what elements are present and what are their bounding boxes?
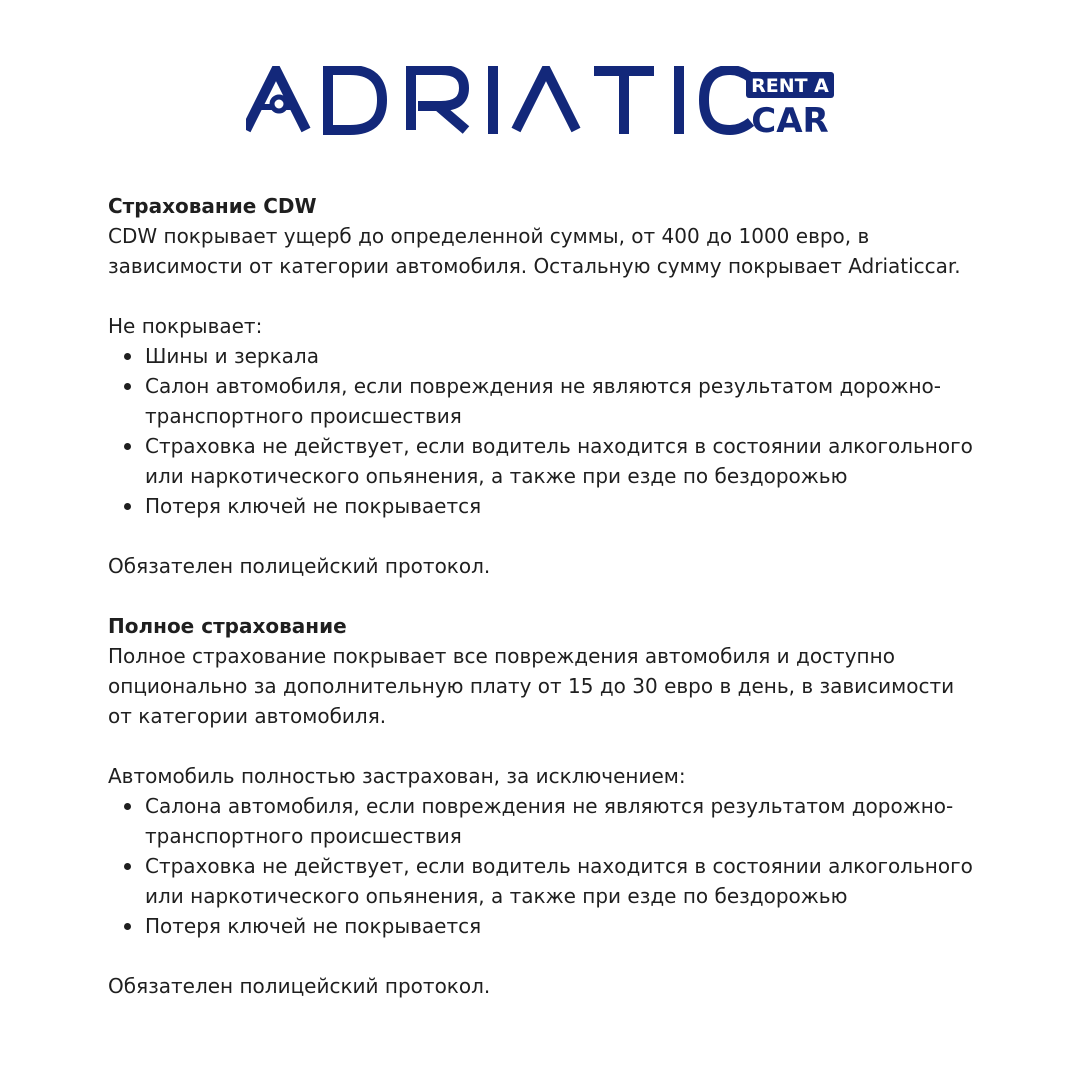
section-cdw-note: Обязателен полицейский протокол. — [108, 554, 491, 578]
section-full-desc-line: от категории автомобиля. — [108, 704, 387, 728]
list-item — [145, 371, 988, 431]
list-item — [145, 341, 988, 371]
logo-tag-rent-a: RENT A — [751, 75, 829, 97]
list-item-line: Страховка не действует, если водитель находится в состоянии алкогольного — [145, 854, 973, 878]
spacer — [108, 281, 988, 311]
spacer — [108, 731, 988, 761]
list-item-line: или наркотического опьянения, а также при езде по бездорожью — [145, 884, 848, 908]
section-full-desc-line: Полное страхование покрывает все повреждения автомобиля и доступно — [108, 644, 895, 668]
list-item-line: Страховка не действует, если водитель находится в состоянии алкогольного — [145, 434, 973, 458]
section-full-exclusions-list — [108, 791, 988, 941]
section-full-list-title: Автомобиль полностью застрахован, за исключением: — [108, 764, 686, 788]
list-item-line: Потеря ключей не покрывается — [145, 914, 482, 938]
section-cdw-title: Страхование CDW — [108, 194, 317, 218]
list-item-line: транспортного происшествия — [145, 824, 462, 848]
logo-tag-car: CAR — [751, 101, 829, 136]
list-item-line: Потеря ключей не покрывается — [145, 494, 482, 518]
spacer — [108, 521, 988, 551]
list-item-line: или наркотического опьянения, а также при езде по бездорожью — [145, 464, 848, 488]
section-cdw-desc-line: CDW покрывает ущерб до определенной суммы, от 400 до 1000 евро, в — [108, 224, 870, 248]
list-item — [145, 431, 988, 491]
logo-graphic — [246, 66, 836, 136]
section-cdw-list-title: Не покрывает: — [108, 314, 263, 338]
spacer — [108, 581, 988, 611]
section-cdw-exclusions-list — [108, 341, 988, 521]
list-item — [145, 791, 988, 851]
list-item-line: Салон автомобиля, если повреждения не являются результатом дорожно- — [145, 374, 942, 398]
list-item-line: Салона автомобиля, если повреждения не являются результатом дорожно- — [145, 794, 954, 818]
section-cdw-desc-line: зависимости от категории автомобиля. Остальную сумму покрывает Adriaticcar. — [108, 254, 961, 278]
spacer — [108, 941, 988, 971]
section-full-desc-line: опционально за дополнительную плату от 15 до 30 евро в день, в зависимости — [108, 674, 955, 698]
insurance-info — [108, 191, 988, 1001]
list-item-line: Шины и зеркала — [145, 344, 319, 368]
list-item-line: транспортного происшествия — [145, 404, 462, 428]
list-item — [145, 851, 988, 911]
section-full-note: Обязателен полицейский протокол. — [108, 974, 491, 998]
logo-brand-name: ADRIATIC — [246, 66, 251, 67]
list-item — [145, 911, 988, 941]
section-full-title: Полное страхование — [108, 614, 347, 638]
adriatic-rent-a-car-logo — [246, 66, 836, 136]
list-item — [145, 491, 988, 521]
